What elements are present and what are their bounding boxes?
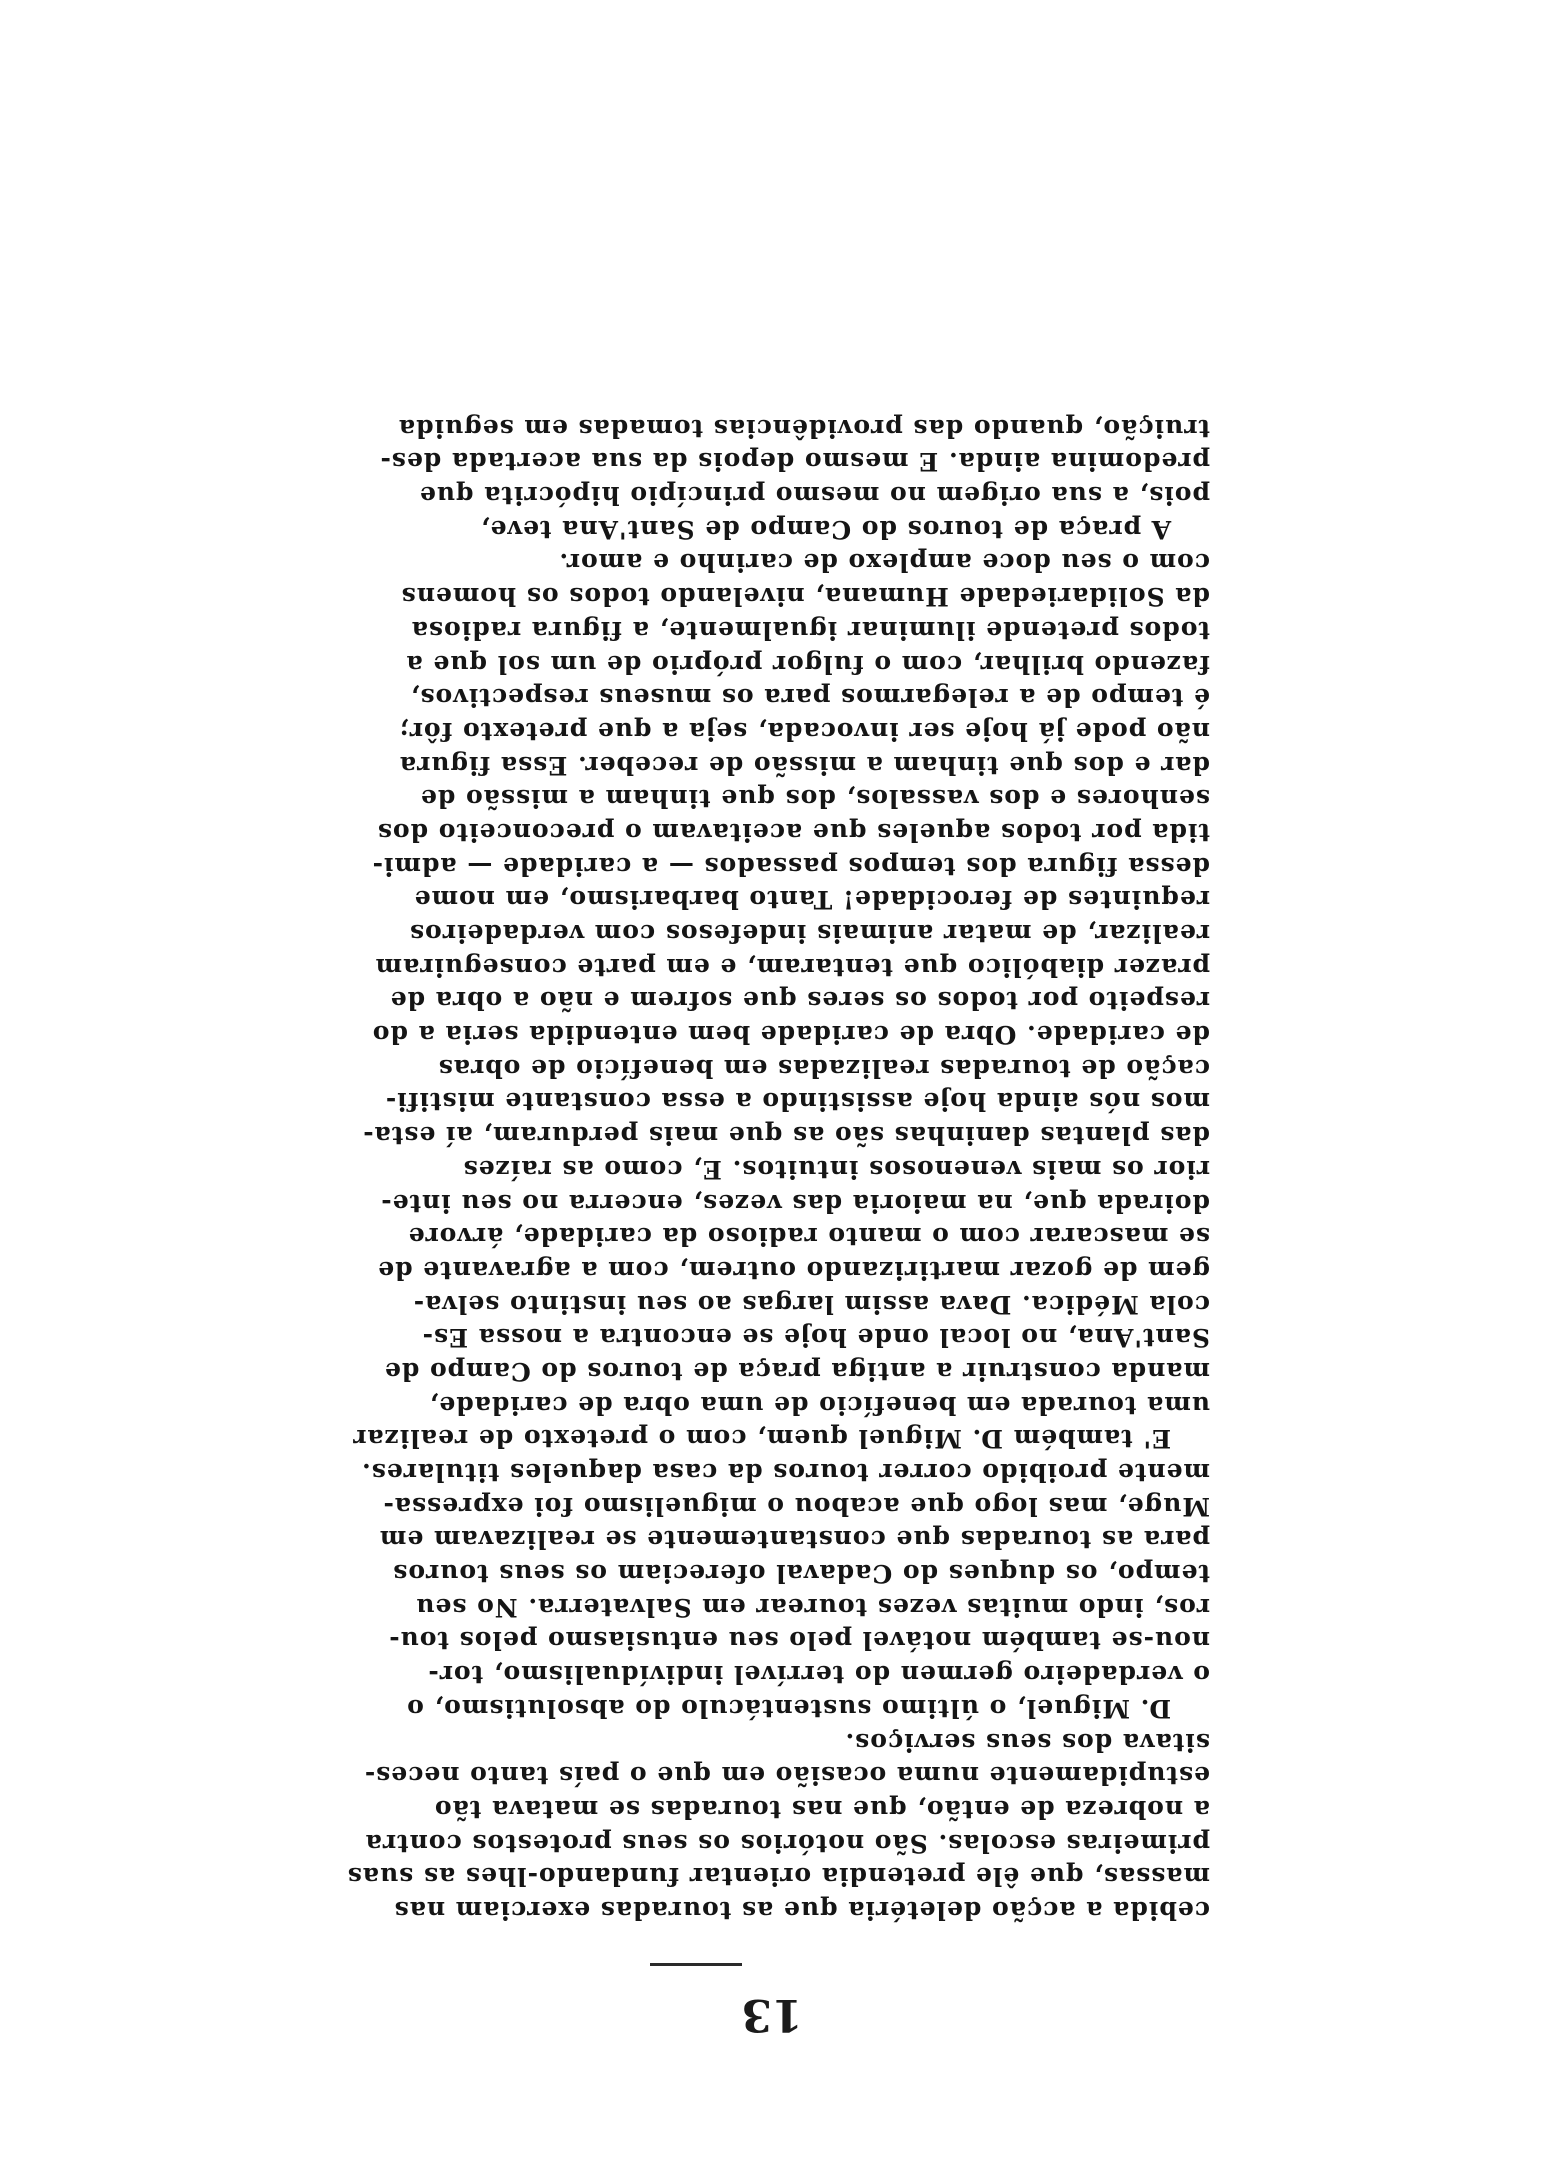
text-line: pois, a sua origem no mesmo princípio hipócrita que <box>418 481 1210 511</box>
text-line: todos pretende iluminar igualmente, a figura radiosa <box>410 615 1210 645</box>
text-line: das plantas daninhas são as que mais perduram, aí esta- <box>362 1121 1210 1151</box>
text-line: nou-se também notável pelo seu entusiasmo pelos tou- <box>388 1626 1210 1656</box>
text-line: D. Miguel, o último sustentáculo do absolutismo, o <box>406 1693 1210 1723</box>
page-number: 13 <box>741 1989 803 2040</box>
text-line: realizar, de matar animais indefesos com verdadeiros <box>409 919 1210 949</box>
text-line: mente proibido correr touros da casa daqueles titulares. <box>361 1458 1210 1488</box>
text-line: é tempo de a relegarmos para os museus respectivos, <box>409 683 1210 713</box>
text-line: doirada que, na maioria das vezes, encerra no seu inte- <box>380 1188 1210 1218</box>
text-line: truição, quando das providências tomadas em seguida <box>397 413 1210 443</box>
text-line: predomina ainda. E mesmo depois da sua acertada des- <box>379 447 1210 477</box>
text-line: manda construir a antiga praça de touros do Campo de <box>383 1357 1210 1386</box>
text-line: da Solidariedade Humana, nivelando todos os homens <box>400 582 1210 612</box>
text-line: tida por todos aqueles que aceitavam o preconceito dos <box>376 818 1210 847</box>
text-line: não pode já hoje ser invocada, seja a que pretexto fôr; <box>398 716 1210 746</box>
text-line: com o seu doce amplexo de carinho e amor. <box>558 548 1210 578</box>
text-line: massas, que êle pretendia orientar fundando-lhes as suas <box>346 1862 1210 1892</box>
text-line: Sant'Ana, no local onde hoje se encontra a nossa Es- <box>421 1323 1210 1353</box>
text-line: prazer diabólico que tentaram, e em parte conseguiram <box>374 952 1210 982</box>
text-line: E' também D. Miguel quem, com o pretexto de realizar <box>352 1424 1210 1454</box>
text-line: dessa figura dos tempos passados — a caridade — admi- <box>371 851 1210 881</box>
text-line: cebida a acção deletéria que as touradas exerciam nas <box>393 1896 1210 1925</box>
text-line: cola Médica. Dava assim largas ao seu instinto selva- <box>412 1289 1210 1319</box>
text-line: o verdadeiro germen do terrível indivídualismo, tor- <box>427 1660 1210 1690</box>
text-line: se mascarar com o manto radioso da caridade, árvore <box>407 1222 1210 1252</box>
text-line: a nobreza de então, que nas touradas se matava tão <box>434 1794 1210 1824</box>
text-line: gem de gozar martirizando outrem, com a agravante de <box>377 1255 1210 1285</box>
body-text <box>232 411 1210 1927</box>
text-line: ros, indo muitas vezes tourear em Salvaterra. No seu <box>415 1592 1210 1622</box>
text-line: uma tourada em benefício de uma obra de caridade, <box>428 1390 1210 1420</box>
text-line: senhores e dos vassalos, dos que tinham a missão de <box>419 784 1210 814</box>
text-line: cação de touradas realizadas em benefício de obras <box>437 1053 1210 1083</box>
text-line: mos nós ainda hoje assistindo a essa constante mistifi- <box>384 1087 1210 1117</box>
text-line: requintes de ferocidade! Tanto barbarismo, em nome <box>413 885 1210 915</box>
text-line: de caridade. Obra de caridade bem entendida seria a do <box>371 1020 1210 1050</box>
text-line: fazendo brilhar, com o fulgor próprio de um sol que a <box>405 649 1210 679</box>
text-line: tempo, os duques do Cadaval ofereciam os seus touros <box>392 1559 1210 1589</box>
text-line: primeiras escolas. São notórios os seus protestos contra <box>364 1828 1210 1858</box>
text-line: Muge, mas logo que acabou o miguelismo foi expressa- <box>382 1491 1210 1521</box>
text-line: respeito por todos os seres que sofrem e não a obra de <box>389 986 1210 1016</box>
text-line: rior os mais venenosos intuitos. E, como as raízes <box>462 1154 1210 1184</box>
text-line: dar e dos que tinham a missão de receber. Essa figura <box>398 750 1210 780</box>
text-line: A praça de touros do Campo de Sant'Ana teve, <box>479 514 1210 544</box>
header-rule <box>650 1963 742 1966</box>
text-line: para as touradas que constantemente se realizavam em <box>378 1525 1210 1555</box>
text-line: estupidamente numa ocasião em que o país tanto neces- <box>363 1761 1210 1791</box>
text-line: sitava dos seus serviços. <box>844 1727 1210 1757</box>
